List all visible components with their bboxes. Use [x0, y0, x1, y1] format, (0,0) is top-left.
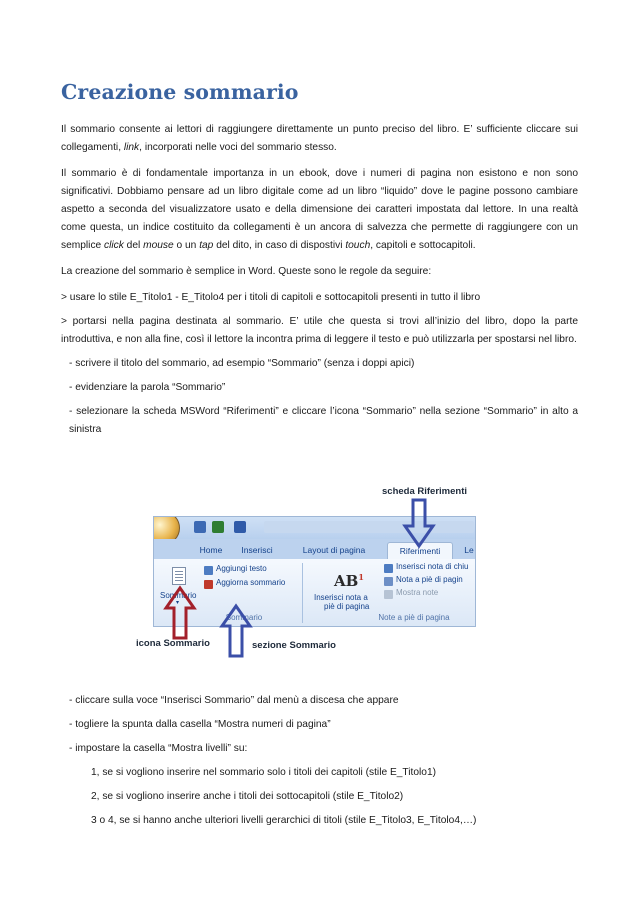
aggiungi-testo-button[interactable]: Aggiungi testo: [216, 564, 267, 573]
level-option-3: 3 o 4, se si hanno anche ulteriori livelli gerarchici di titoli (stile E_Titolo3, E_Titolo4,…): [91, 815, 477, 826]
save-icon[interactable]: [194, 521, 206, 533]
step-uncheck-pages: - togliere la spunta dalla casella “Mostra numeri di pagina”: [69, 719, 331, 730]
tab-layout[interactable]: Layout di pagina: [302, 545, 366, 555]
annotation-scheda-riferimenti: scheda Riferimenti: [382, 486, 467, 497]
step-set-levels: - impostare la casella “Mostra livelli” su:: [69, 743, 248, 754]
step-select-tab: - selezionare la scheda MSWord “Riferimenti” e cliccare l’icona “Sommario” nella sezione “Sommario” in alto a sinistra: [69, 406, 578, 435]
title-bar: [264, 521, 474, 533]
step-insert-toc: - cliccare sulla voce “Inserisci Sommario” dal menù a discesa che appare: [69, 695, 399, 706]
arrow-up-icona-sommario: [165, 588, 195, 640]
body-text-bottom: [61, 692, 578, 836]
aggiorna-sommario-icon: [204, 580, 213, 589]
tab-riferimenti[interactable]: Riferimenti: [387, 542, 453, 559]
rule-style: > usare lo stile E_Titolo1 - E_Titolo4 per i titoli di capitoli e sottocapitoli presenti in tutto il libro: [61, 292, 481, 303]
annotation-icona-sommario: icona Sommario: [136, 638, 210, 649]
inserisci-nota-label-2[interactable]: piè di pagina: [324, 602, 370, 611]
aggiungi-testo-icon: [204, 566, 213, 575]
tab-lettere[interactable]: Le: [464, 545, 474, 555]
step-highlight: - evidenziare la parola “Sommario”: [69, 382, 226, 393]
group-label-note: Note a piè di pagina: [378, 613, 450, 622]
annotation-sezione-sommario: sezione Sommario: [252, 640, 336, 651]
ribbon-screenshot-figure: [0, 480, 638, 680]
level-option-2: 2, se si vogliono inserire anche i titoli dei sottocapitoli (stile E_Titolo2): [91, 791, 404, 802]
tab-home[interactable]: Home: [199, 545, 223, 555]
paragraph-intro: Il sommario consente ai lettori di raggiungere direttamente un punto preciso del libro. E’ sufficiente cliccare sui collegamenti, link, incorporati nelle voci del sommario stesso.: [61, 124, 578, 153]
level-option-1: 1, se si vogliono inserire nel sommario solo i titoli dei capitoli (stile E_Titolo1): [91, 767, 437, 778]
nota-pie-icon: [384, 577, 393, 586]
aggiorna-sommario-button[interactable]: Aggiorna sommario: [216, 578, 286, 587]
arrow-up-sezione-sommario: [221, 606, 251, 658]
group-label-sommario: Sommario: [225, 613, 263, 622]
paragraph-rules-intro: La creazione del sommario è semplice in Word. Queste sono le regole da seguire:: [61, 266, 432, 277]
sommario-icon[interactable]: [172, 567, 186, 585]
nota-chiusura-icon: [384, 564, 393, 573]
inserisci-nota-icon[interactable]: $AB^1$: [334, 572, 364, 590]
nota-pie-button[interactable]: Nota a piè di pagin: [396, 575, 463, 584]
step-list-top: [61, 355, 578, 439]
body-text-top: [61, 121, 578, 445]
inserisci-nota-label-1[interactable]: Inserisci nota a: [314, 593, 368, 602]
step-list-bottom: [61, 692, 578, 758]
arrow-down-riferimenti: [404, 500, 434, 550]
group-separator: [302, 563, 303, 623]
levels-list: [61, 764, 578, 830]
rule-page: > portarsi nella pagina destinata al sommario. E’ utile che questa si trovi all’inizio del libro, dopo la parte introduttiva, e non alla fine, così il lettore la incontra prima di leggere il testo e può utilizzarla per spostarsi nel libro.: [61, 316, 578, 345]
mostra-note-button[interactable]: Mostra note: [396, 588, 439, 597]
chevron-down-icon[interactable]: ▾: [176, 600, 180, 606]
page-title: Creazione sommario: [61, 80, 299, 104]
sommario-button-label[interactable]: Sommario: [160, 591, 197, 600]
redo-icon[interactable]: [234, 521, 246, 533]
paragraph-importance: Il sommario è di fondamentale importanza in un ebook, dove i numeri di pagina non esistono e non sono significativi. Dobbiamo pensare ad un libro digitale come ad un libro “liquido” dove le pagine possono cambiare aspetto a seconda del visualizzatore usato e della dimensione dei caratteri impostata dal lettore. In una realtà come questa, un indice costituito da collegamenti è un ancora di salvezza che permette di raggiungere con un semplice click del mouse o un tap del dito, in caso di dispostivi touch, capitoli e sottocapitoli.: [61, 168, 578, 251]
inserisci-nota-chiusura-button[interactable]: Inserisci nota di chiu: [396, 562, 469, 571]
step-write-title: - scrivere il titolo del sommario, ad esempio “Sommario” (senza i doppi apici): [69, 358, 415, 369]
undo-icon[interactable]: [212, 521, 224, 533]
mostra-note-icon: [384, 590, 393, 599]
tab-inserisci[interactable]: Inserisci: [241, 545, 273, 555]
